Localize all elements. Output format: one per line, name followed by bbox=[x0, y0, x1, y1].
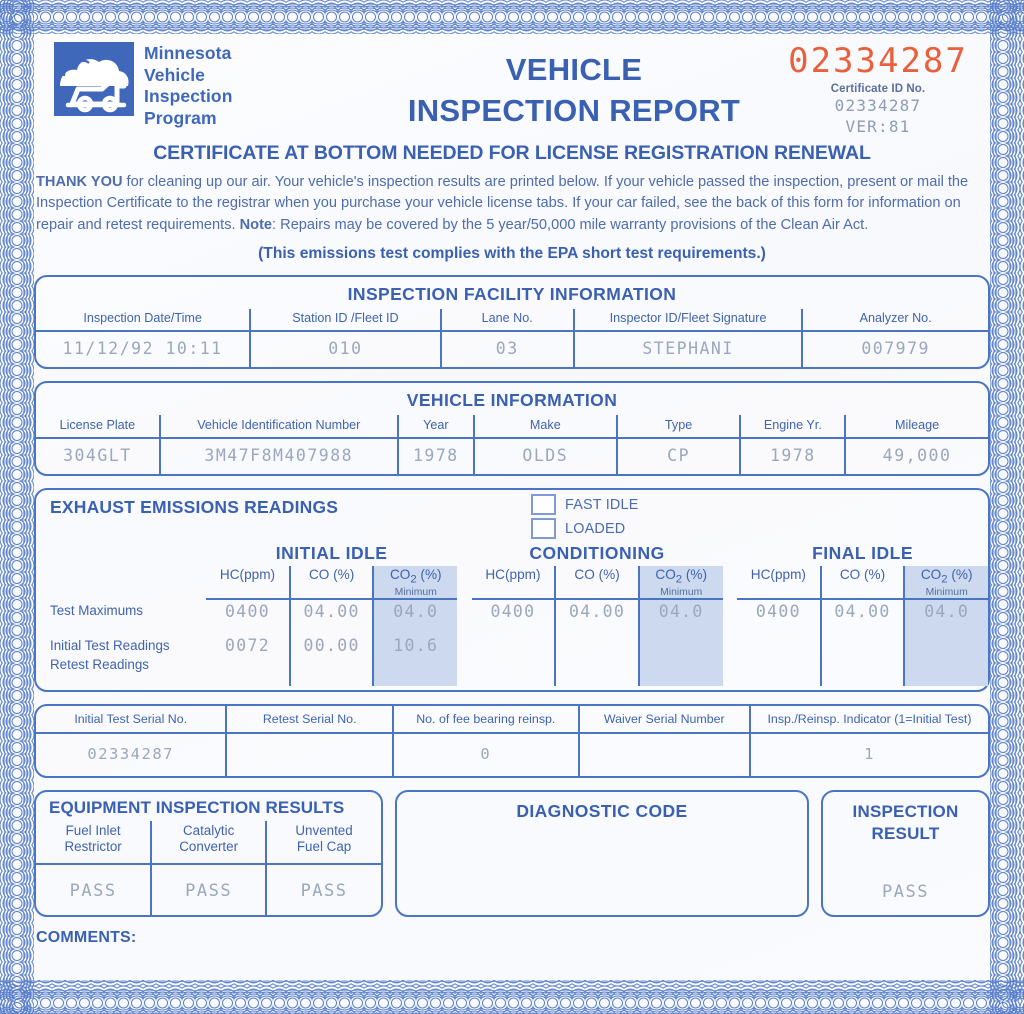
serial-header-row bbox=[36, 706, 988, 733]
loaded-checkbox[interactable] bbox=[531, 518, 556, 539]
unit-ii-co: CO (%) bbox=[290, 566, 374, 599]
equipment-header-unvented-fuel-cap bbox=[266, 821, 381, 863]
max-cond-co: 04.00 bbox=[555, 599, 639, 622]
checkbox-row-loaded[interactable] bbox=[531, 518, 639, 539]
retest-cond-co bbox=[555, 656, 639, 686]
init-cond-co2 bbox=[639, 622, 723, 656]
group-initial-idle: INITIAL IDLE bbox=[275, 543, 388, 564]
emissions-unit-row bbox=[36, 566, 988, 599]
row-test-maximums bbox=[36, 599, 988, 622]
retest-ii-co2 bbox=[373, 656, 457, 686]
group-final-idle: FINAL IDLE bbox=[812, 543, 913, 564]
equipment-inspection-panel bbox=[34, 790, 383, 916]
vehicle-header-type: Type bbox=[617, 415, 741, 438]
max-fi-hc: 0400 bbox=[737, 599, 821, 622]
diagnostic-code-title: DIAGNOSTIC CODE bbox=[516, 801, 688, 822]
row-retest-readings bbox=[36, 656, 988, 686]
equipment-value-catalytic-converter: PASS bbox=[151, 864, 266, 915]
vehicle-value-plate: 304GLT bbox=[36, 438, 160, 474]
vehicle-information-panel bbox=[34, 381, 990, 476]
max-cond-co2: 04.0 bbox=[639, 599, 723, 622]
unit-cond-co: CO (%) bbox=[555, 566, 639, 599]
page-title-line1: VEHICLE bbox=[505, 52, 643, 87]
bottom-results-row bbox=[34, 790, 990, 916]
equipment-header-catalytic-converter-l2: Converter bbox=[179, 839, 239, 855]
facility-value-row bbox=[36, 331, 988, 367]
intro-note-body: : Repairs may be covered by the 5 year/50,000 mile warranty provisions of the Clean Air Act. bbox=[272, 216, 869, 233]
loaded-label: LOADED bbox=[565, 520, 626, 537]
equipment-header-catalytic-converter-l1: Catalytic bbox=[182, 823, 235, 839]
emissions-group-row bbox=[36, 542, 988, 566]
serial-value-initial: 02334287 bbox=[36, 733, 226, 776]
label-initial-test-readings: Initial Test Readings bbox=[50, 638, 170, 654]
facility-section-title: INSPECTION FACILITY INFORMATION bbox=[347, 284, 677, 305]
intro-paragraph bbox=[36, 172, 988, 236]
equipment-header-unvented-fuel-cap-l2: Fuel Cap bbox=[296, 839, 352, 855]
intro-body: for cleaning up our air. Your vehicle's inspection results are printed below. If your vehicle passed the inspection, present or mail the Inspection Certificate to the registrar when you purchase your vehicle license tabs. If your car failed, see the back of this form for information on repair and retest requirements. bbox=[36, 174, 969, 233]
agency-logo-block bbox=[54, 42, 233, 130]
init-fi-hc bbox=[737, 622, 821, 656]
vehicle-header-row bbox=[36, 415, 988, 438]
facility-value-lane: 03 bbox=[441, 331, 574, 367]
vehicle-value-year: 1978 bbox=[398, 438, 474, 474]
unit-cond-co2: $CO_2$ (%) Minimum bbox=[639, 566, 723, 599]
unit-fi-co2: $CO_2$ (%) Minimum bbox=[904, 566, 988, 599]
facility-header-station: Station ID /Fleet ID bbox=[250, 309, 440, 331]
unit-fi-co: CO (%) bbox=[821, 566, 905, 599]
max-ii-co2: 04.0 bbox=[373, 599, 457, 622]
fast-idle-checkbox[interactable] bbox=[531, 494, 556, 515]
vehicle-header-vin: Vehicle Identification Number bbox=[160, 415, 398, 438]
serial-header-retest: Retest Serial No. bbox=[226, 706, 393, 733]
init-ii-co2: 10.6 bbox=[373, 622, 457, 656]
row-initial-test-readings bbox=[36, 622, 988, 656]
unit-ii-co2-min: Minimum bbox=[394, 586, 437, 598]
epa-compliance-line: (This emissions test complies with the EPA short test requirements.) bbox=[258, 245, 766, 263]
vehicle-value-mileage: 49,000 bbox=[845, 438, 988, 474]
retest-fi-co bbox=[821, 656, 905, 686]
checkbox-row-fast-idle[interactable] bbox=[531, 494, 639, 515]
fast-idle-label: FAST IDLE bbox=[565, 496, 639, 513]
label-retest-readings: Retest Readings bbox=[50, 657, 149, 673]
equipment-value-fuel-inlet-restrictor: PASS bbox=[36, 864, 151, 915]
facility-header-date: Inspection Date/Time bbox=[36, 309, 250, 331]
unit-fi-hc: HC(ppm) bbox=[737, 566, 821, 599]
max-ii-hc: 0400 bbox=[206, 599, 290, 622]
serial-value-waiver bbox=[579, 733, 750, 776]
unit-cond-hc: HC(ppm) bbox=[472, 566, 556, 599]
vehicle-value-make: OLDS bbox=[474, 438, 617, 474]
facility-value-inspector: STEPHANI bbox=[574, 331, 802, 367]
init-ii-co: 00.00 bbox=[290, 622, 374, 656]
serial-header-initial: Initial Test Serial No. bbox=[36, 706, 226, 733]
emissions-section-title: EXHAUST EMISSIONS READINGS bbox=[50, 497, 339, 518]
serial-header-indicator: Insp./Reinsp. Indicator (1=Initial Test) bbox=[767, 712, 972, 727]
retest-cond-hc bbox=[472, 656, 556, 686]
agency-name bbox=[144, 42, 233, 130]
agency-name-line1: Minnesota bbox=[144, 43, 232, 63]
init-cond-hc bbox=[472, 622, 556, 656]
serial-numbers-panel bbox=[34, 704, 990, 778]
equipment-header-fuel-inlet-restrictor-l2: Restrictor bbox=[64, 839, 122, 855]
report-header bbox=[34, 22, 990, 140]
vehicle-value-type: CP bbox=[617, 438, 741, 474]
inspection-facility-panel bbox=[34, 275, 990, 369]
equipment-value-row bbox=[36, 864, 381, 915]
facility-value-date: 11/12/92 10:11 bbox=[36, 331, 250, 367]
agency-name-line2: Vehicle bbox=[144, 64, 206, 85]
comments-label: COMMENTS: bbox=[36, 928, 137, 946]
certificate-id-value: 02334287 bbox=[834, 96, 922, 115]
equipment-value-unvented-fuel-cap: PASS bbox=[266, 864, 381, 915]
facility-value-analyzer: 007979 bbox=[802, 331, 988, 367]
agency-name-line4: Program bbox=[144, 108, 217, 129]
vehicle-header-make: Make bbox=[474, 415, 617, 438]
vehicle-header-mileage: Mileage bbox=[895, 418, 940, 433]
equipment-header-row bbox=[36, 821, 381, 863]
retest-ii-hc bbox=[206, 656, 290, 686]
equipment-table bbox=[36, 821, 381, 914]
init-cond-co bbox=[555, 622, 639, 656]
max-ii-co: 04.00 bbox=[290, 599, 374, 622]
init-fi-co bbox=[821, 622, 905, 656]
serial-value-row bbox=[36, 733, 988, 776]
serial-table bbox=[36, 706, 988, 776]
retest-ii-co bbox=[290, 656, 374, 686]
equipment-header-unvented-fuel-cap-l1: Unvented bbox=[295, 823, 353, 839]
exhaust-emissions-panel bbox=[34, 488, 990, 692]
facility-table bbox=[36, 309, 988, 367]
vehicle-header-plate: License Plate bbox=[36, 415, 160, 438]
certificate-version: VER:81 bbox=[845, 117, 911, 136]
max-cond-hc: 0400 bbox=[472, 599, 556, 622]
max-fi-co: 04.00 bbox=[821, 599, 905, 622]
unit-cond-co2-min: Minimum bbox=[660, 586, 703, 598]
vehicle-table bbox=[36, 415, 988, 474]
inspection-result-title bbox=[823, 792, 988, 844]
page-title bbox=[364, 50, 784, 132]
serial-header-fee-reinsp: No. of fee bearing reinsp. bbox=[393, 706, 579, 733]
renewal-notice: CERTIFICATE AT BOTTOM NEEDED FOR LICENSE REGISTRATION RENEWAL bbox=[153, 142, 871, 164]
vehicle-value-vin: 3M47F8M407988 bbox=[160, 438, 398, 474]
certificate-id-label: Certificate ID No. bbox=[830, 83, 926, 95]
vehicle-header-engine-year: Engine Yr. bbox=[740, 415, 845, 438]
equipment-section-title: EQUIPMENT INSPECTION RESULTS bbox=[49, 798, 345, 818]
serial-header-waiver: Waiver Serial Number bbox=[579, 706, 750, 733]
serial-value-indicator: 1 bbox=[750, 733, 988, 776]
facility-header-inspector: Inspector ID/Fleet Signature bbox=[574, 309, 802, 331]
equipment-header-fuel-inlet-restrictor-l1: Fuel Inlet bbox=[65, 823, 121, 839]
equipment-header-fuel-inlet-restrictor bbox=[36, 821, 151, 863]
facility-header-row bbox=[36, 309, 988, 331]
intro-note-label: Note bbox=[239, 216, 273, 233]
vehicle-section-title: VEHICLE INFORMATION bbox=[406, 390, 618, 411]
retest-fi-co2 bbox=[904, 656, 988, 686]
vehicle-value-engine-year: 1978 bbox=[740, 438, 845, 474]
inspection-result-value: PASS bbox=[882, 881, 929, 902]
unit-fi-co2-min: Minimum bbox=[925, 586, 968, 598]
diagnostic-code-panel bbox=[395, 790, 809, 916]
unit-ii-hc: HC(ppm) bbox=[206, 566, 290, 599]
init-fi-co2 bbox=[904, 622, 988, 656]
test-mode-checkbox-group bbox=[531, 494, 639, 542]
equipment-header-catalytic-converter bbox=[151, 821, 266, 863]
unit-ii-co2: $CO_2$ (%) Minimum bbox=[373, 566, 457, 599]
retest-cond-co2 bbox=[639, 656, 723, 686]
emissions-table bbox=[36, 542, 988, 686]
emissions-header-area bbox=[36, 490, 988, 542]
certificate-number-printed: 02334287 bbox=[788, 41, 968, 81]
page-title-line2: INSPECTION REPORT bbox=[407, 92, 741, 128]
vehicle-header-year: Year bbox=[398, 415, 474, 438]
group-conditioning: CONDITIONING bbox=[529, 543, 665, 564]
facility-header-analyzer: Analyzer No. bbox=[859, 311, 932, 326]
facility-header-lane: Lane No. bbox=[441, 309, 574, 331]
vehicle-value-row bbox=[36, 438, 988, 474]
serial-value-retest bbox=[226, 733, 393, 776]
certificate-number-block bbox=[778, 41, 978, 136]
max-fi-co2: 04.0 bbox=[904, 599, 988, 622]
serial-value-fee-reinsp: 0 bbox=[393, 733, 579, 776]
intro-thank-you: THANK YOU bbox=[36, 174, 123, 190]
label-test-maximums: Test Maximums bbox=[50, 603, 144, 619]
agency-name-line3: Inspection bbox=[144, 86, 233, 107]
facility-value-station: 010 bbox=[250, 331, 440, 367]
retest-fi-hc bbox=[737, 656, 821, 686]
inspection-result-title-l2: RESULT bbox=[871, 823, 940, 843]
mvip-logo-icon bbox=[54, 42, 134, 116]
inspection-result-panel bbox=[821, 790, 990, 916]
init-ii-hc: 0072 bbox=[206, 622, 290, 656]
inspection-result-title-l1: INSPECTION bbox=[852, 802, 959, 822]
